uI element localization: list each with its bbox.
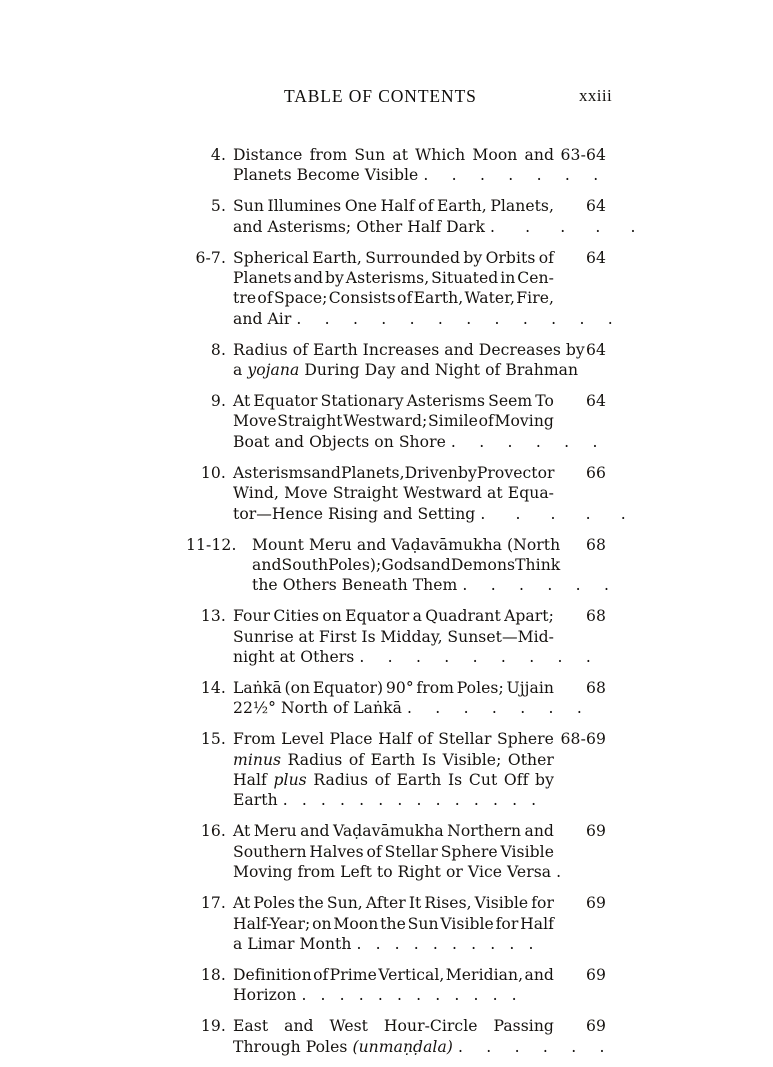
toc-entry-number: 4.	[210, 146, 226, 164]
toc-entry-number: 13.	[200, 607, 226, 626]
toc-entry-page-number[interactable]: 68	[585, 607, 606, 626]
toc-entry-page-number[interactable]: 66	[585, 463, 606, 482]
toc-entry-title	[233, 821, 568, 882]
toc-entry-line: Laṅkā (on Equator) 90° from Poles; Ujjain	[233, 678, 554, 697]
toc-entry-line: Southern Halves of Stellar Sphere Visible	[233, 842, 554, 861]
toc-entry-line: a yojana During Day and Night of Brahman	[233, 361, 579, 380]
toc-entry-line: Spherical Earth, Surrounded by Orbits of	[233, 248, 554, 267]
toc-entry-line: Sun Illumines One Half of Earth, Planets,	[233, 197, 554, 216]
toc-entry-line: Distance from Sun at Which Moon and	[233, 146, 554, 164]
toc-entry-line: the Others Beneath Them . . . . . .	[252, 576, 619, 595]
dot-leader: . . . . . . .	[423, 166, 608, 185]
toc-entry-line: Four Cities on Equator a Quadrant Apart;	[233, 607, 554, 626]
toc-entry[interactable]	[186, 821, 606, 882]
toc-entry[interactable]	[186, 463, 639, 524]
toc-entry-number: 8.	[210, 340, 226, 359]
dot-leader: . . . . . . .	[406, 699, 592, 718]
toc-entry-line: Definition of Prime Vertical, Meridian, and	[233, 965, 554, 984]
italic-term: plus	[273, 771, 307, 790]
toc-entry-number: 15.	[200, 730, 226, 749]
toc-entry-page-number[interactable]: 64	[585, 197, 606, 216]
toc-entry-line: Radius of Earth Increases and Decreases by	[233, 340, 585, 359]
dot-leader: . . . . . . . . . . . .	[301, 986, 522, 1005]
toc-entry-line: Wind, Move Straight Westward at Equa-	[233, 484, 554, 503]
toc-entry-number: 11-12.	[186, 535, 237, 554]
toc-entry-title	[233, 340, 585, 381]
toc-entry-page-number[interactable]: 68	[585, 535, 606, 554]
toc-entry[interactable]	[186, 196, 649, 237]
toc-entry-line: Planets and by Asterisms, Situated in Cen-	[233, 269, 554, 288]
toc-entry-line: tre of Space; Consists of Earth, Water, Fire,	[233, 289, 554, 308]
page-title: TABLE OF CONTENTS	[284, 86, 477, 106]
toc-entry-line: Planets Become Visible . . . . . . .	[233, 166, 608, 185]
dot-leader: . . . . . .	[450, 432, 607, 451]
dot-leader: . . . . . . . . . . . .	[296, 309, 622, 328]
running-head	[186, 86, 613, 110]
toc-entry-line: At Meru and Vaḍavāmukha Northern and	[233, 822, 554, 841]
toc-entry[interactable]	[186, 340, 606, 381]
toc-entry-title	[233, 678, 592, 719]
toc-entry-page-number[interactable]: 64	[585, 340, 606, 359]
toc-entry-title	[233, 893, 554, 954]
toc-entry-number: 16.	[200, 822, 226, 841]
toc-entry-line: Horizon . . . . . . . . . . . .	[233, 986, 522, 1005]
toc-entry-number: 18.	[200, 965, 226, 984]
toc-entry-page-number[interactable]: 68-69	[560, 730, 606, 749]
toc-entry-line: At Poles the Sun, After It Rises, Visible for	[233, 894, 554, 913]
toc-entry-line: Move Straight Westward; Simile of Moving	[233, 412, 554, 431]
toc-entry-page-number[interactable]: 63-64	[560, 146, 606, 164]
toc-entry-number: 5.	[210, 197, 226, 216]
dot-leader: . . . . . . . . .	[359, 648, 600, 667]
dot-leader: . . . . . .	[457, 1037, 614, 1056]
toc-entry-page-number[interactable]: 69	[585, 1017, 606, 1036]
toc-entry-line: East and West Hour-Circle Passing	[233, 1017, 554, 1036]
toc-entry-number: 14.	[200, 678, 226, 697]
toc-entry-number: 6-7.	[195, 248, 226, 267]
toc-entry-title	[233, 729, 554, 811]
italic-term: yojana	[247, 361, 300, 380]
toc-entry[interactable]	[186, 678, 606, 719]
toc-entry-line: and South Poles); Gods and Demons Think	[252, 555, 561, 574]
folio-number: xxiii	[579, 86, 613, 105]
toc-entry-line: tor—Hence Rising and Setting . . . . .	[233, 504, 639, 523]
toc-entry-line: Half plus Radius of Earth Is Cut Off by	[233, 771, 554, 790]
toc-entry-page-number[interactable]: 69	[585, 822, 606, 841]
toc-entry-page-number[interactable]: 64	[585, 248, 606, 267]
toc-entry-page-number[interactable]: 68	[585, 678, 606, 697]
toc-entry-line: and Air . . . . . . . . . . . .	[233, 309, 622, 328]
toc-entry-line: minus Radius of Earth Is Visible; Other	[233, 750, 554, 769]
toc-entry-line: At Equator Stationary Asterisms Seem To	[233, 392, 554, 411]
toc-entry-line: and Asterisms; Other Half Dark . . . . .	[233, 217, 649, 236]
toc-entry[interactable]	[186, 1016, 614, 1057]
toc-entry-page-number[interactable]: 69	[585, 894, 606, 913]
toc-entry-line: Sunrise at First Is Midday, Sunset—Mid-	[233, 627, 554, 646]
toc-entry-number: 9.	[210, 392, 226, 411]
toc-entry-line: Boat and Objects on Shore . . . . . .	[233, 432, 607, 451]
dot-leader: . . . . . . . . . .	[356, 934, 539, 953]
toc-entry[interactable]	[186, 893, 606, 954]
toc-entry-line: Mount Meru and Vaḍavāmukha (North	[252, 535, 561, 554]
toc-entry[interactable]	[186, 606, 606, 667]
toc-entry[interactable]	[186, 535, 619, 596]
table-of-contents-list	[186, 145, 649, 1067]
toc-entry-page-number[interactable]: 69	[585, 965, 606, 984]
dot-leader: . . . . . .	[462, 576, 619, 595]
toc-entry-line: Through Poles (unmaṇḍala) . . . . . .	[233, 1037, 614, 1056]
toc-entry-number: 10.	[200, 463, 226, 482]
toc-entry-line: night at Others . . . . . . . . .	[233, 648, 600, 667]
dot-leader: . . . . .	[490, 217, 649, 236]
dot-leader: . . . . .	[480, 504, 639, 523]
toc-entry-line: a Limar Month . . . . . . . . . .	[233, 934, 539, 953]
toc-entry-line: Earth . . . . . . . . . . . . . .	[233, 791, 541, 810]
toc-entry[interactable]	[186, 391, 606, 452]
italic-term: minus	[233, 750, 282, 769]
toc-entry[interactable]	[186, 145, 606, 186]
italic-term: (unmaṇḍala)	[352, 1037, 453, 1056]
toc-entry[interactable]	[186, 248, 622, 330]
dot-leader: .	[556, 863, 568, 882]
toc-entry-line: Moving from Left to Right or Vice Versa .	[233, 863, 568, 882]
toc-entry-number: 19.	[200, 1017, 226, 1036]
dot-leader: . . . . . . . . . . . . . .	[282, 791, 541, 810]
toc-entry-number: 17.	[200, 894, 226, 913]
toc-entry-line: Asterisms and Planets, Driven by Provector	[233, 463, 555, 482]
toc-entry-line: 22½° North of Laṅkā . . . . . . .	[233, 699, 592, 718]
toc-entry-line: Half-Year; on Moon the Sun Visible for Half	[233, 914, 554, 933]
toc-entry[interactable]	[186, 729, 606, 811]
toc-entry-line: From Level Place Half of Stellar Sphere	[233, 730, 554, 749]
toc-entry-page-number[interactable]: 64	[585, 392, 606, 411]
